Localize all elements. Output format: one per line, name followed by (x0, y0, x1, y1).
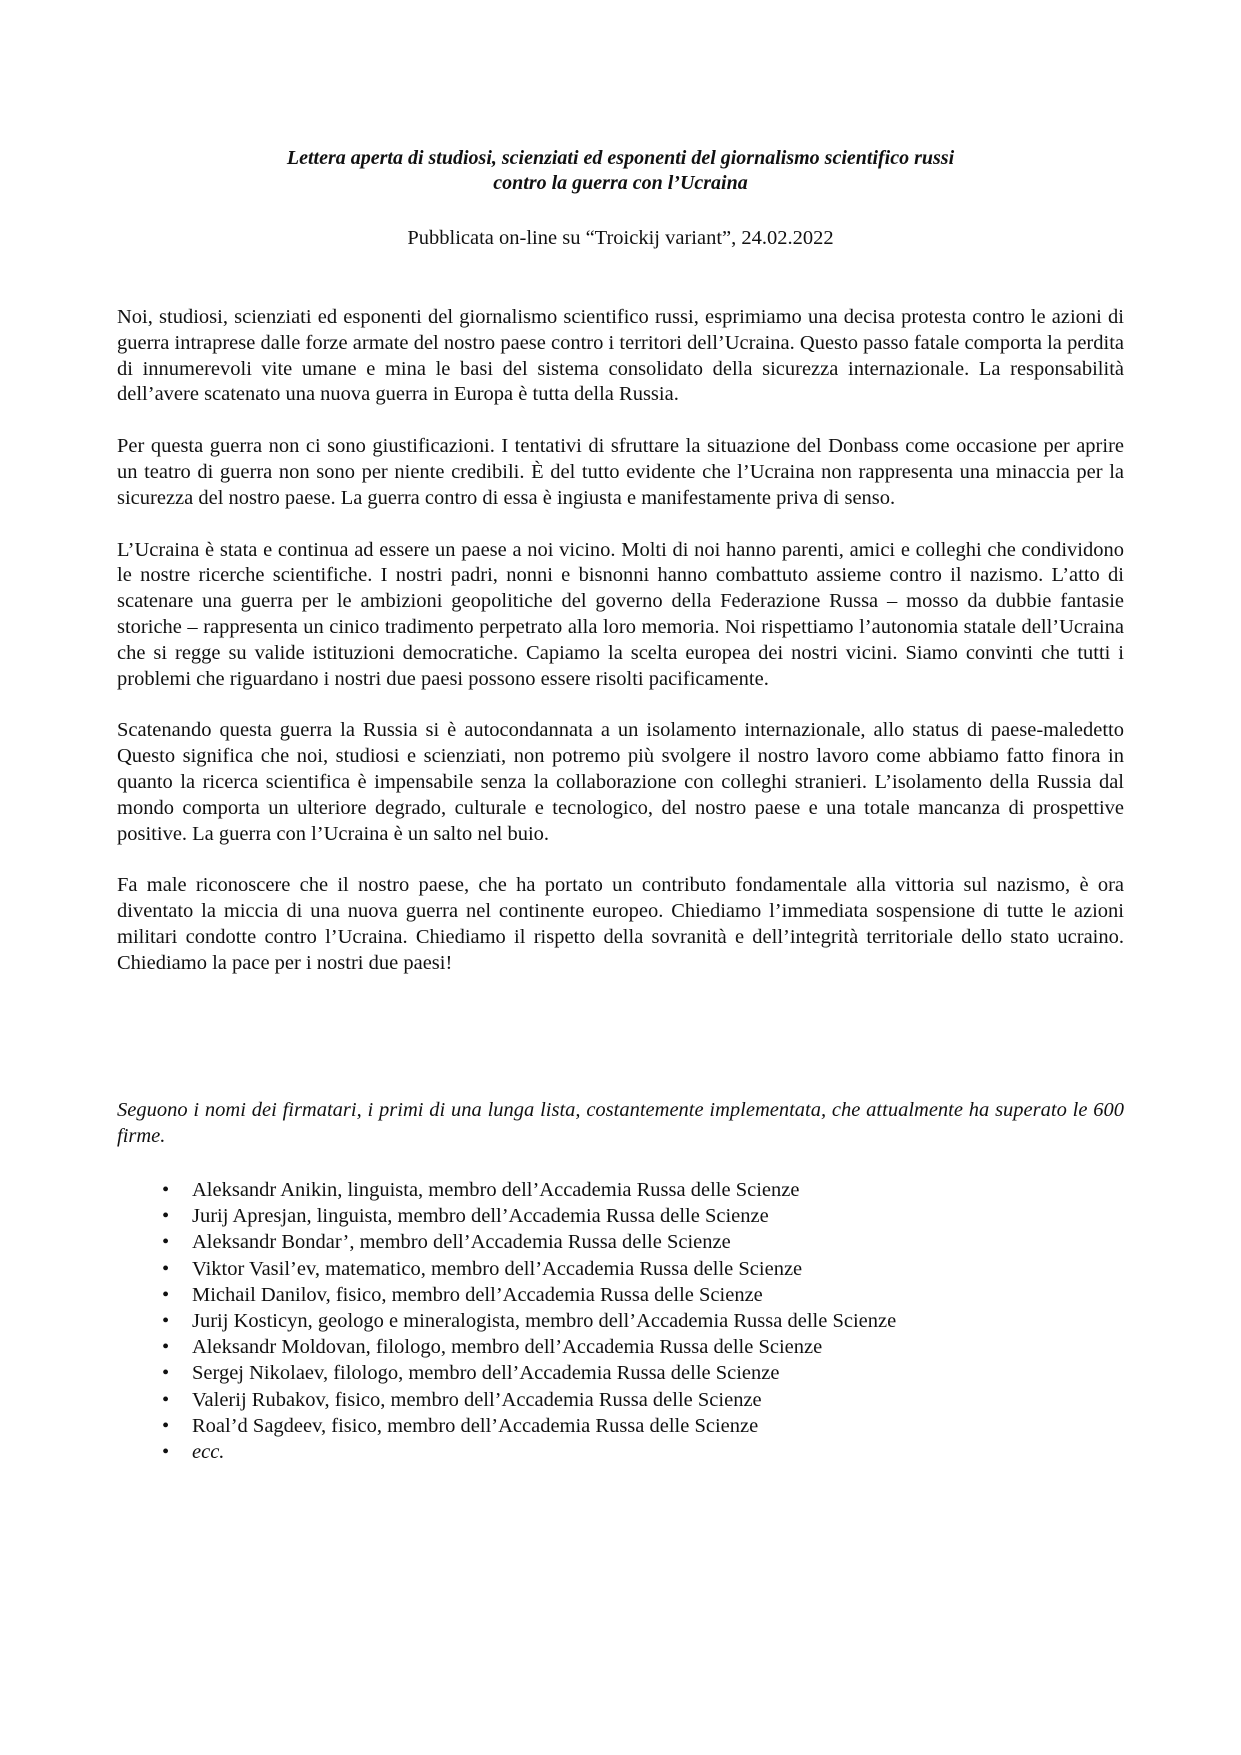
list-item (117, 1360, 1124, 1386)
list-item (117, 1308, 1124, 1334)
list-item (117, 1177, 1124, 1203)
list-item (117, 1282, 1124, 1308)
paragraph: Fa male riconoscere che il nostro paese, che ha portato un contributo fondamentale alla vittoria sul nazismo, è ora diventato la miccia di una nuova guerra nel continente europeo. Chiediamo l’immediata sospensione di tutte le azioni militari condotte contro l’Ucraina. Chiediamo il rispetto della sovranità e dell’integrità territoriale dello stato ucraino. Chiediamo la pace per i nostri due paesi! (117, 874, 1124, 974)
bullet-icon: • (162, 1231, 170, 1254)
list-item (117, 1413, 1124, 1439)
signatory-name: Jurij Apresjan, linguista, membro dell’Accademia Russa delle Scienze (192, 1205, 769, 1228)
signatory-name: Roal’d Sagdeev, fisico, membro dell’Accademia Russa delle Scienze (192, 1414, 759, 1437)
paragraph: Per questa guerra non ci sono giustificazioni. I tentativi di sfruttare la situazione del Donbass come occasione per aprire un teatro di guerra non sono per niente credibili. È del tutto evidente che l’Ucraina non rappresenta una minaccia per la sicurezza del nostro paese. La guerra contro di essa è ingiusta e manifestamente priva di senso. (117, 435, 1124, 509)
bullet-icon: • (162, 1205, 170, 1228)
list-item (117, 1334, 1124, 1360)
title-line-2: contro la guerra con l’Ucraina (493, 172, 748, 194)
bullet-icon: • (162, 1179, 170, 1201)
list-continuation: ecc. (192, 1441, 225, 1464)
bullet-icon: • (162, 1362, 170, 1385)
list-item (117, 1439, 1124, 1465)
bullet-icon: • (162, 1388, 170, 1411)
bullet-icon: • (162, 1310, 170, 1333)
bullet-icon: • (162, 1441, 170, 1464)
paragraph: Scatenando questa guerra la Russia si è autocondannata a un isolamento internazionale, allo status di paese-maledetto Questo significa che noi, studiosi e scienziati, non potremo più svolgere il nostro lavoro come abbiamo fatto finora in quanto la ricerca scientifica è impensabile senza la collaborazione con colleghi stranieri. L’isolamento della Russia dal mondo comporta un ulteriore degrado, culturale e tecnologico, del nostro paese e una totale mancanza di prospettive positive. La guerra con l’Ucraina è un salto nel buio. (117, 719, 1124, 845)
list-item (117, 1387, 1124, 1413)
title-line-1: Lettera aperta di studiosi, scienziati ed esponenti del giornalismo scientifico russi (286, 147, 955, 169)
signatories-intro: Seguono i nomi dei firmatari, i primi di una lunga lista, costantemente implementata, che attualmente ha superato le 600 firme. (117, 1099, 1124, 1147)
signatory-name: Jurij Kosticyn, geologo e mineralogista, membro dell’Accademia Russa delle Scienze (192, 1310, 897, 1333)
signatory-name: Sergej Nikolaev, filologo, membro dell’Accademia Russa delle Scienze (192, 1362, 780, 1385)
signatory-name: Viktor Vasil’ev, matematico, membro dell’Accademia Russa delle Scienze (192, 1257, 803, 1280)
publication-note: Pubblicata on-line su “Troickij variant”, 24.02.2022 (407, 227, 834, 249)
signatory-name: Aleksandr Anikin, linguista, membro dell’Accademia Russa delle Scienze (192, 1179, 800, 1201)
signatories-list (117, 1177, 1124, 1465)
bullet-icon: • (162, 1414, 170, 1437)
signatory-name: Michail Danilov, fisico, membro dell’Accademia Russa delle Scienze (192, 1283, 763, 1306)
bullet-icon: • (162, 1257, 170, 1280)
signatory-name: Aleksandr Bondar’, membro dell’Accademia Russa delle Scienze (192, 1231, 731, 1254)
list-item (117, 1203, 1124, 1229)
signatory-name: Valerij Rubakov, fisico, membro dell’Accademia Russa delle Scienze (192, 1388, 762, 1411)
bullet-icon: • (162, 1336, 170, 1359)
letter-body (117, 305, 1124, 977)
signatory-name: Aleksandr Moldovan, filologo, membro dell’Accademia Russa delle Scienze (192, 1336, 823, 1359)
list-item (117, 1256, 1124, 1282)
document-title (120, 146, 1121, 196)
paragraph: Noi, studiosi, scienziati ed esponenti del giornalismo scientifico russi, esprimiamo una decisa protesta contro le azioni di guerra intraprese dalle forze armate del nostro paese contro i territori dell’Ucraina. Questo passo fatale comporta la perdita di innumerevoli vite umane e mina le basi del sistema consolidato della sicurezza internazionale. La responsabilità dell’avere scatenato una nuova guerra in Europa è tutta della Russia. (117, 306, 1124, 406)
list-item (117, 1229, 1124, 1255)
paragraph: L’Ucraina è stata e continua ad essere un paese a noi vicino. Molti di noi hanno parenti, amici e colleghi che condividono le nostre ricerche scientifiche. I nostri padri, nonni e bisnonni hanno combattuto assieme contro il nazismo. L’atto di scatenare una guerra per le ambizioni geopolitiche del governo della Federazione Russa – mosso da dubbie fantasie storiche – rappresenta un cinico tradimento perpetrato alla loro memoria. Noi rispettiamo l’autonomia statale dell’Ucraina che si regge su valide istituzioni democratiche. Capiamo la scelta europea dei nostri vicini. Siamo convinti che tutti i problemi che riguardano i nostri due paesi possono essere risolti pacificamente. (117, 538, 1124, 690)
bullet-icon: • (162, 1283, 170, 1306)
